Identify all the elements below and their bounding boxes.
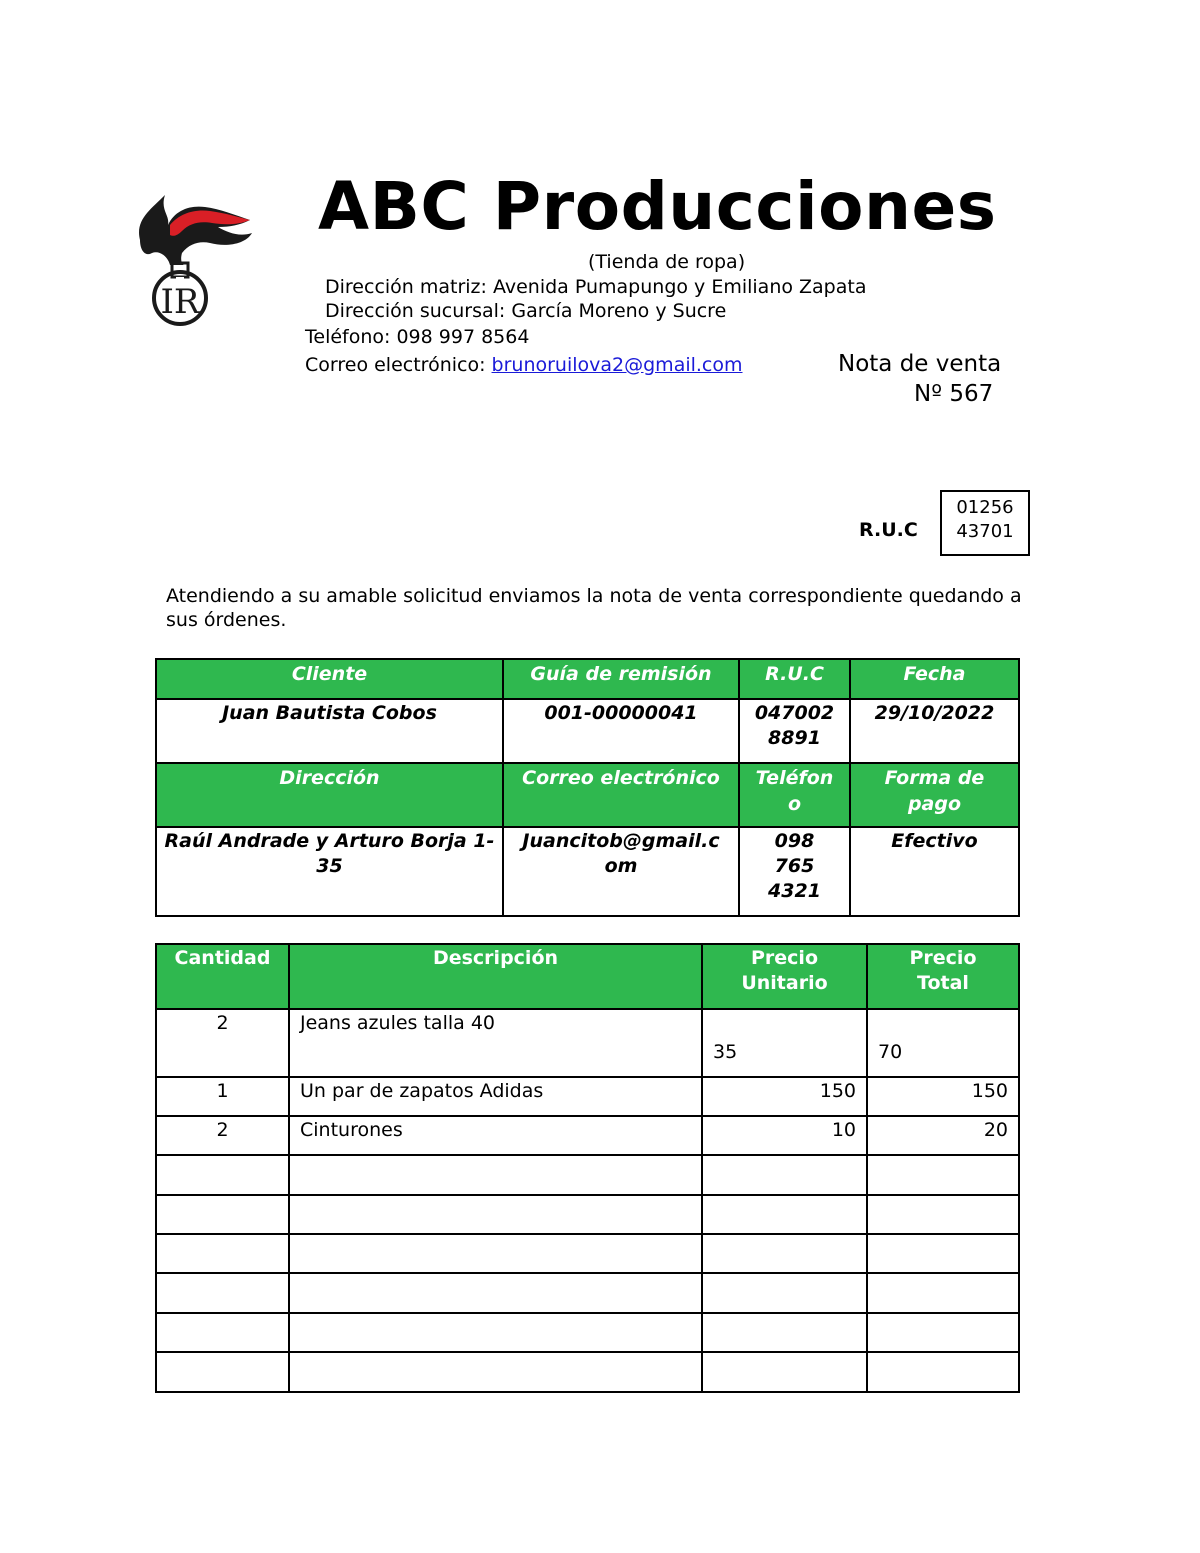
- phone: Teléfono: 098 997 8564: [305, 326, 530, 348]
- items-header-row: [156, 944, 1019, 1009]
- empty-row: [156, 1352, 1019, 1392]
- empty-cell: [156, 1195, 289, 1234]
- empty-cell: [702, 1313, 867, 1352]
- empty-cell: [289, 1313, 702, 1352]
- empty-cell: [156, 1313, 289, 1352]
- item-unit-price: 35: [702, 1009, 867, 1077]
- empty-row: [156, 1195, 1019, 1234]
- client-data-row-1: [156, 699, 1019, 763]
- empty-row: [156, 1313, 1019, 1352]
- header-precio-total-label: Precio Total: [909, 947, 977, 994]
- item-row: [156, 1116, 1019, 1155]
- empty-cell: [867, 1313, 1019, 1352]
- header-descripcion: Descripción: [289, 944, 702, 1009]
- payment-method: Efectivo: [850, 827, 1019, 916]
- header-forma-pago: [850, 763, 1019, 827]
- nota-number: Nº 567: [914, 381, 994, 407]
- client-header-row-1: [156, 659, 1019, 699]
- address-main: Dirección matriz: Avenida Pumapungo y Emiliano Zapata: [325, 276, 867, 298]
- header-cantidad: Cantidad: [156, 944, 289, 1009]
- empty-cell: [156, 1273, 289, 1313]
- client-name: Juan Bautista Cobos: [156, 699, 503, 763]
- header-guia: Guía de remisión: [503, 659, 739, 699]
- empty-cell: [289, 1155, 702, 1195]
- client-email: [503, 827, 739, 916]
- empty-row: [156, 1273, 1019, 1313]
- header-telefono: [739, 763, 850, 827]
- empty-cell: [289, 1273, 702, 1313]
- items-table: [155, 943, 1020, 1393]
- empty-cell: [156, 1234, 289, 1273]
- ruc-label: R.U.C: [859, 519, 918, 541]
- header-precio-unitario: [702, 944, 867, 1009]
- empty-cell: [702, 1234, 867, 1273]
- client-email-value: Juancitob@gmail.c om: [522, 830, 720, 877]
- empty-cell: [156, 1352, 289, 1392]
- header-ruc: R.U.C: [739, 659, 850, 699]
- item-unit-price: 150: [702, 1077, 867, 1116]
- guia-number: 001-00000041: [503, 699, 739, 763]
- item-total-price: 150: [867, 1077, 1019, 1116]
- header-telefono-label: Teléfon o: [755, 767, 834, 815]
- item-unit-price: 10: [702, 1116, 867, 1155]
- email-line: [305, 354, 743, 376]
- sale-date: 29/10/2022: [850, 699, 1019, 763]
- empty-cell: [702, 1273, 867, 1313]
- empty-cell: [867, 1234, 1019, 1273]
- empty-cell: [867, 1195, 1019, 1234]
- client-header-row-2: [156, 763, 1019, 827]
- header-precio-unitario-label: Precio Unitario: [741, 947, 828, 994]
- company-logo: [110, 165, 290, 340]
- empty-cell: [867, 1352, 1019, 1392]
- store-type: (Tienda de ropa): [588, 251, 746, 273]
- client-phone-value: 098 765 4321: [768, 830, 821, 902]
- empty-cell: [702, 1155, 867, 1195]
- empty-row: [156, 1155, 1019, 1195]
- item-description: Cinturones: [289, 1116, 702, 1155]
- item-quantity: 2: [156, 1009, 289, 1077]
- client-table: [155, 658, 1020, 917]
- ruc-box: [940, 490, 1030, 556]
- header-cliente: Cliente: [156, 659, 503, 699]
- item-total-price: 20: [867, 1116, 1019, 1155]
- empty-row: [156, 1234, 1019, 1273]
- ruc-line-2: 43701: [956, 521, 1014, 542]
- nota-label: Nota de venta: [838, 351, 1002, 377]
- header-precio-total: [867, 944, 1019, 1009]
- client-ruc-value: 047002 8891: [754, 702, 835, 749]
- logo-letters: IR: [160, 282, 200, 322]
- empty-cell: [867, 1273, 1019, 1313]
- item-description: Jeans azules talla 40: [289, 1009, 702, 1077]
- empty-cell: [156, 1155, 289, 1195]
- intro-text: Atendiendo a su amable solicitud enviamos la nota de venta correspondiente quedando a sus órdenes.: [166, 585, 1022, 631]
- item-row: [156, 1077, 1019, 1116]
- empty-cell: [702, 1352, 867, 1392]
- client-phone: [739, 827, 850, 916]
- client-address: Raúl Andrade y Arturo Borja 1-35: [156, 827, 503, 916]
- client-data-row-2: [156, 827, 1019, 916]
- empty-cell: [289, 1234, 702, 1273]
- item-quantity: 1: [156, 1077, 289, 1116]
- item-row: [156, 1009, 1019, 1077]
- ruc-line-1: 01256: [956, 497, 1014, 518]
- empty-cell: [867, 1155, 1019, 1195]
- email-link[interactable]: brunoruilova2@gmail.com: [491, 354, 743, 376]
- client-ruc: [739, 699, 850, 763]
- flame-torch-icon: [110, 165, 290, 340]
- item-description: Un par de zapatos Adidas: [289, 1077, 702, 1116]
- header-correo: Correo electrónico: [503, 763, 739, 827]
- empty-cell: [289, 1195, 702, 1234]
- item-total-price: 70: [867, 1009, 1019, 1077]
- email-label: Correo electrónico:: [305, 354, 492, 376]
- empty-cell: [702, 1195, 867, 1234]
- empty-cell: [289, 1352, 702, 1392]
- header-direccion: Dirección: [156, 763, 503, 827]
- address-branch: Dirección sucursal: García Moreno y Sucre: [325, 300, 727, 322]
- item-quantity: 2: [156, 1116, 289, 1155]
- header-fecha: Fecha: [850, 659, 1019, 699]
- header-forma-pago-label: Forma de pago: [884, 767, 985, 815]
- company-name: ABC Producciones: [318, 168, 997, 245]
